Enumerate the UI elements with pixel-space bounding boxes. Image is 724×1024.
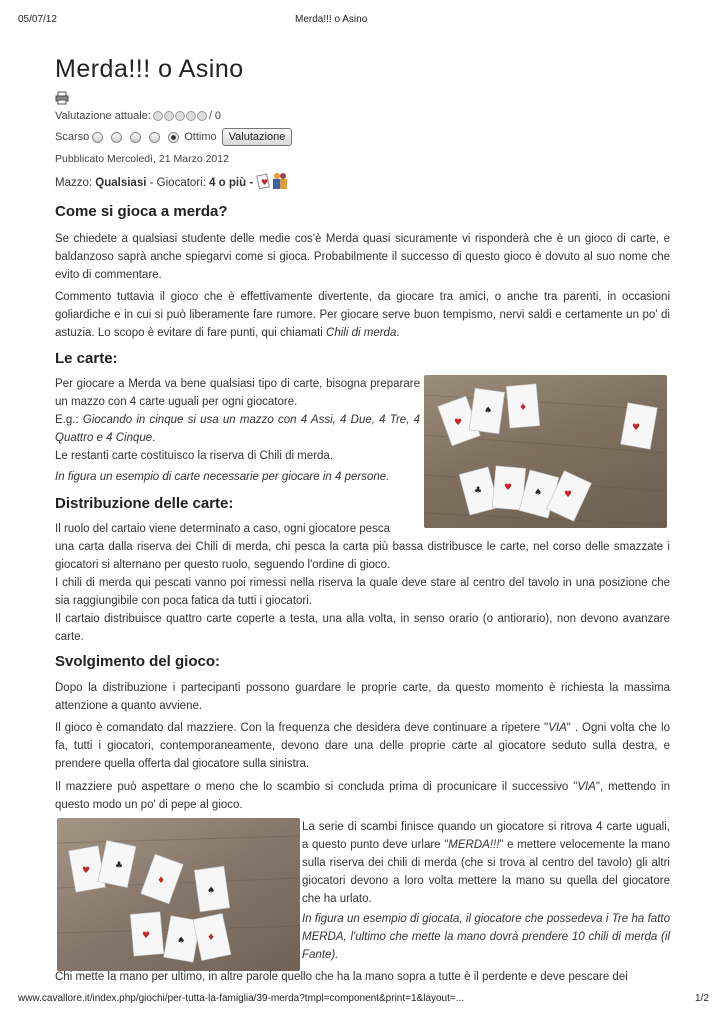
rating-radio-4[interactable]: [149, 132, 160, 143]
star-icon: [164, 111, 174, 121]
cards-photo: [424, 375, 667, 528]
play-paragraph-2: Il gioco è comandato dal mazziere. Con la frequenza che desidera deve continuare a ripetere "VIA" . Ogni volta che lo fa, tutti i giocatori, contemporaneamente, devono dare una delle proprie carte al giocatore seduto sulla destra, e prendere quella offerta dal giocatore sulla sinistra.: [55, 722, 670, 770]
page-title: Merda!!! o Asino: [55, 55, 244, 83]
scale-high-label: Ottimo: [184, 131, 217, 143]
print-header-title: Merda!!! o Asino: [295, 14, 368, 25]
rating-radio-2[interactable]: [111, 132, 122, 143]
rating-label: Valutazione attuale:: [55, 110, 151, 122]
published-date: Pubblicato Mercoledì, 21 Marzo 2012: [55, 153, 229, 165]
rating-radio-5[interactable]: [168, 132, 179, 143]
how-paragraph-1: Se chiedete a qualsiasi studente delle medie cos'è Merda quasi sicuramente vi risponderà che è un gioco di carte, e baldanzoso saprà anche spiegarvi come si gioca. Probabilmente il successo di questo gioco è dovuto al suo nome che evito di commentare.: [55, 233, 670, 281]
print-page-number: 1/2: [695, 993, 709, 1004]
how-paragraph-2: Commento tuttavia il gioco che è effettivamente divertente, da giocare tra amici, o anche tra parenti, in occasioni goliardiche e in cui si può liberamente fare rumore. Per giocare serve buon tempismo, nervi saldi e certamente un po' di astuzia. Lo scopo è evitare di fare punti, qui chiamati Chili di merda.: [55, 291, 670, 339]
print-icon[interactable]: [55, 91, 69, 110]
play-paragraph-3: Il mazziere può aspettare o meno che lo scambio si concluda prima di procunicare il successivo "VIA", mettendo in questo modo un po' di pepe al gioco.: [55, 781, 671, 811]
star-icon: [153, 111, 163, 121]
svg-text:♦: ♦: [207, 933, 216, 943]
rating-current: [55, 110, 221, 122]
star-icon: [186, 111, 196, 121]
print-date: 05/07/12: [18, 14, 57, 25]
section-heading-cards: Le carte:: [55, 350, 118, 367]
cards-text: Per giocare a Merda va bene qualsiasi tipo di carte, bisogna preparare un mazzo con 4 carte uguali per ogni giocatore. E.g.: Giocando in cinque si usa un mazzo con 4 Assi, 4 Due, 4 Tre, 4 Quattro e 4 Cinque. Le restanti carte costituisco la riserva di Chili di merda.: [55, 378, 420, 462]
svg-text:♠: ♠: [484, 406, 493, 416]
svg-text:♠: ♠: [534, 488, 543, 498]
meta-separator: -: [149, 176, 154, 189]
svg-text:♣: ♣: [474, 486, 483, 496]
deck-value: Qualsiasi: [95, 176, 147, 189]
svg-text:♠: ♠: [207, 886, 216, 896]
vote-button[interactable]: Valutazione: [222, 128, 293, 146]
play-last-line: Chi mette la mano per ultimo, in altre parole quello che ha la mano sopra a tutte è il perdente e deve pescare dei: [55, 971, 628, 983]
cards-caption: In figura un esempio di carte necessarie per giocare in 4 persone.: [55, 471, 390, 483]
wood-grain: [424, 375, 667, 528]
wood-grain-2: [57, 818, 300, 971]
players-value: 4 o più: [209, 176, 247, 189]
game-meta: [55, 172, 288, 193]
print-footer-url: www.cavallore.it/index.php/giochi/per-tutta-la-famiglia/39-merda?tmpl=component&print=1&layout=...: [18, 993, 465, 1004]
star-icon: [197, 111, 207, 121]
svg-text:♦: ♦: [519, 403, 528, 413]
cards-icon: [256, 173, 272, 192]
deck-label: Mazzo:: [55, 176, 93, 189]
rating-radio-1[interactable]: [92, 132, 103, 143]
svg-text:♥: ♥: [142, 931, 151, 941]
players-icon: [272, 172, 288, 193]
svg-text:♥: ♥: [261, 178, 269, 187]
scale-low-label: Scarso: [55, 131, 90, 143]
players-label: Giocatori:: [156, 176, 206, 189]
svg-text:♣: ♣: [115, 861, 124, 871]
section-heading-deal: Distribuzione delle carte:: [55, 495, 234, 512]
svg-text:♥: ♥: [82, 866, 91, 876]
section-heading-play: Svolgimento del gioco:: [55, 653, 221, 670]
svg-text:♠: ♠: [177, 936, 186, 946]
rating-form: [55, 128, 292, 146]
play-paragraph-4: La serie di scambi finisce quando un giocatore si ritrova 4 carte uguali, a questo punto deve urlare "MERDA!!!" e mettere velocemente la mano sulla riserva dei chili di merda (che si trova al centro del tavolo) gli altri giocatori devono a loro volta mettere la mano su quella del giocatore che ha urlato.: [302, 821, 670, 905]
svg-text:♥: ♥: [504, 483, 513, 493]
game-photo: [57, 818, 300, 971]
play-paragraph-1: Dopo la distribuzione i partecipanti possono guardare le proprie carte, da questo momento è richiesta la massima attenzione a quanto avviene.: [55, 682, 670, 712]
svg-text:♥: ♥: [564, 490, 573, 500]
rating-value: / 0: [208, 110, 222, 122]
svg-text:♥: ♥: [632, 423, 641, 433]
play-caption: In figura un esempio di giocata, il giocatore che possedeva i Tre ha fatto MERDA, l'ultimo che mette la mano dovrà prendere 10 chili di merda (il Fante).: [302, 913, 670, 961]
meta-separator: -: [249, 176, 254, 189]
section-heading-how: Come si gioca a merda?: [55, 203, 228, 220]
svg-text:♦: ♦: [157, 876, 166, 886]
deal-text: Il ruolo del cartaio viene determinato a caso, ogni giocatore pesca una carta dalla riserva dei Chili di merda, chi pesca la carta più bassa distribusce le carte, nel corso delle smazzate i giocatori si alternano per questo ruolo, seguendo l'ordine di gioco. I chili di merda qui pescati vanno poi rimessi nella riserva la quale deve stare al centro del tavolo in una posizione che sia raggiungibile con poca fatica da tutti i giocatori. Il cartaio distribuisce quattro carte coperte a testa, una alla volta, in senso orario (o antiorario), non devono avanzare carte.: [55, 523, 670, 643]
star-icon: [175, 111, 185, 121]
svg-text:♥: ♥: [454, 418, 463, 428]
rating-stars: [153, 111, 207, 121]
rating-radio-3[interactable]: [130, 132, 141, 143]
